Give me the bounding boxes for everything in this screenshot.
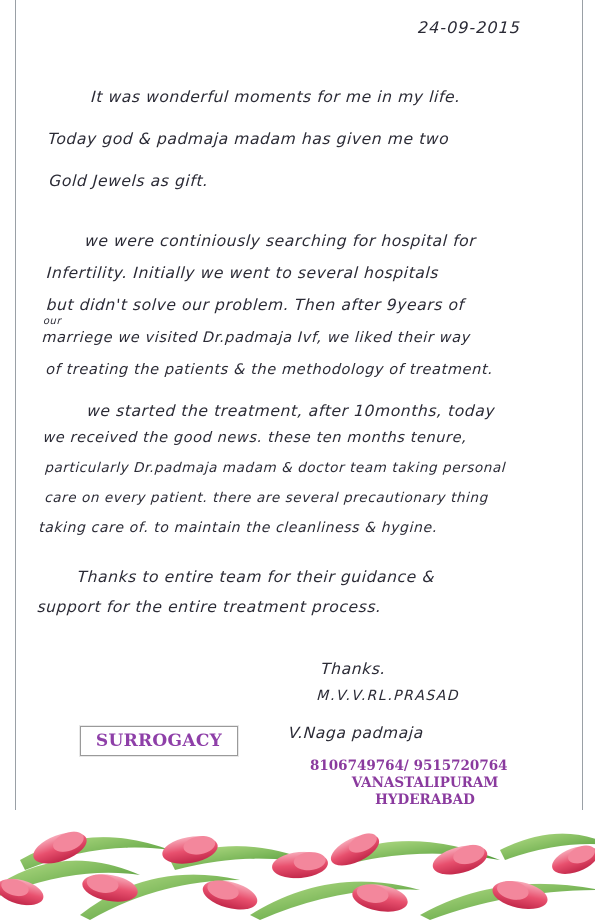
letter-line: taking care of. to maintain the cleanliness & hygine. xyxy=(38,520,439,536)
letter-date: 24-09-2015 xyxy=(417,18,522,37)
page-border-right xyxy=(582,0,583,810)
letter-line: Infertility. Initially we went to several hospitals xyxy=(46,264,440,282)
phone-numbers: 8106749764/ 9515720764 xyxy=(310,758,508,774)
letter-line: care on every patient. there are several precautionary thing xyxy=(44,490,490,506)
area-name: VANASTALIPURAM xyxy=(351,775,499,791)
letter-line: of treating the patients & the methodology of treatment. xyxy=(45,362,494,378)
letter-line: support for the entire treatment process. xyxy=(36,598,383,616)
letter-line: but didn't solve our problem. Then after 9years of xyxy=(46,296,466,314)
signature-name: V.Naga padmaja xyxy=(288,724,425,742)
letter-line: we received the good news. these ten months tenure, xyxy=(42,430,468,446)
letter-line: particularly Dr.padmaja madam & doctor team taking personal xyxy=(44,460,507,476)
city-name: HYDERABAD xyxy=(375,792,475,808)
contact-block xyxy=(300,758,550,809)
letter-line: Thanks to entire team for their guidance & xyxy=(77,568,436,586)
page-border-left xyxy=(15,0,16,810)
letter-line-insert: our xyxy=(43,316,63,327)
letter-line: It was wonderful moments for me in my life. xyxy=(90,88,462,106)
letter-line: Today god & padmaja madam has given me two xyxy=(47,130,450,148)
signature-name: M.V.V.RL.PRASAD xyxy=(316,688,461,704)
tulip-border-decoration xyxy=(0,820,595,922)
letter-line: marriege we visited Dr.padmaja Ivf, we liked their way xyxy=(41,330,472,346)
surrogacy-badge xyxy=(80,726,238,756)
letter-line: we were continiously searching for hospital for xyxy=(84,232,477,250)
letter-line: Gold Jewels as gift. xyxy=(48,172,210,190)
signature-thanks: Thanks. xyxy=(320,660,387,678)
surrogacy-label: SURROGACY xyxy=(95,731,223,751)
letter-line: we started the treatment, after 10months, today xyxy=(86,402,496,420)
